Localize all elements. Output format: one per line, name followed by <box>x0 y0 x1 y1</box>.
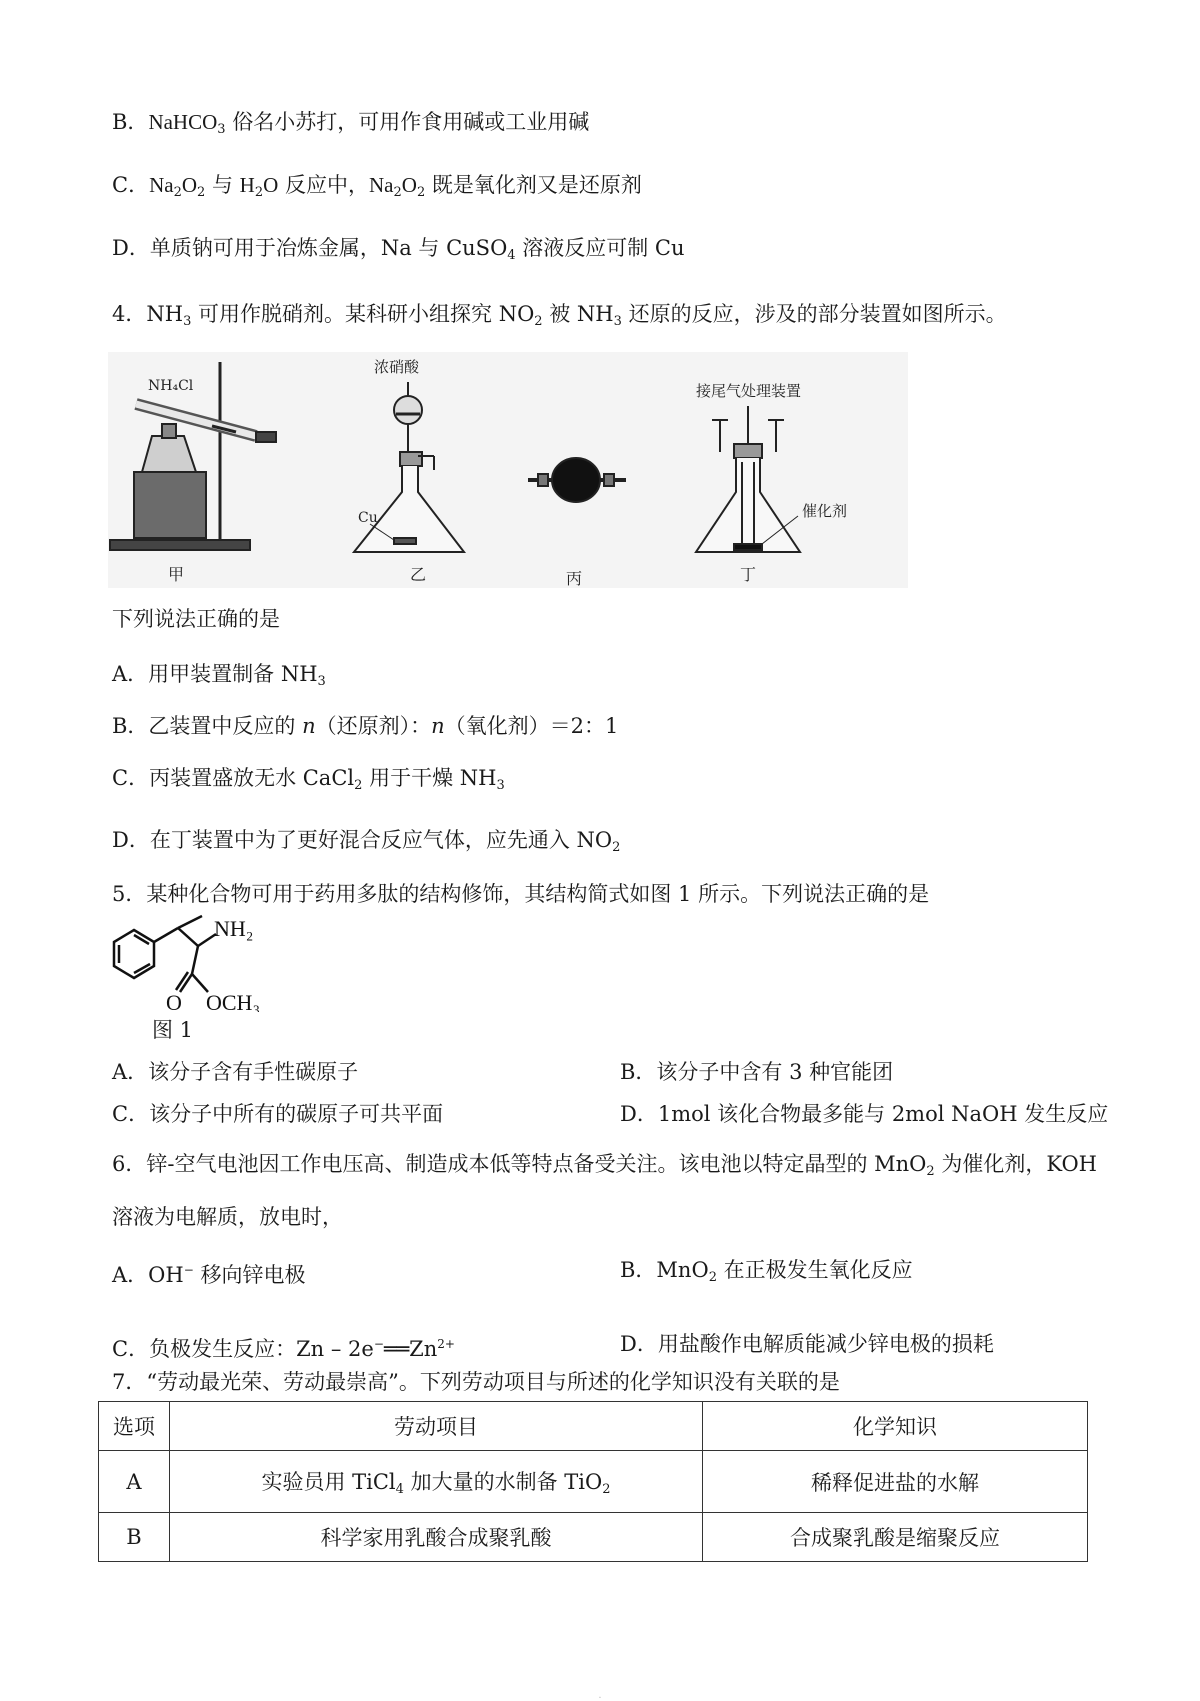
label-yi: 乙 <box>410 565 427 584</box>
figure-caption: 图 1 <box>152 1018 194 1042</box>
table-header-row <box>99 1402 1088 1451</box>
benzene-ring <box>114 930 154 978</box>
apparatus-figure <box>108 352 908 588</box>
label-cat: 催化剂 <box>802 502 848 520</box>
q3-option-b: B．NaHCO$_3$ 俗名小苏打，可用作食用碱或工业用碱 <box>112 110 590 137</box>
label-tail: 接尾气处理装置 <box>696 382 802 400</box>
header-labor-item: 劳动项目 <box>170 1402 703 1451</box>
och3-label: OCH₃ <box>206 990 261 1012</box>
q5-option-d: D．1mol 该化合物最多能与 2mol NaOH 发生反应 <box>620 1102 1109 1126</box>
label-jia: 甲 <box>168 565 185 584</box>
nh2-label: NH₂ <box>214 916 254 941</box>
carbonyl-o-label: O <box>166 990 182 1012</box>
row-b-knowledge: 合成聚乳酸是缩聚反应 <box>703 1513 1088 1562</box>
row-a-knowledge: 稀释促进盐的水解 <box>703 1451 1088 1513</box>
q3-option-d: D．单质钠可用于冶炼金属，Na 与 CuSO$_4$ 溶液反应可制 Cu <box>112 236 685 263</box>
q6-option-b: B．MnO$_2$ 在正极发生氧化反应 <box>620 1258 913 1285</box>
q6-option-d: D．用盐酸作电解质能减少锌电极的损耗 <box>620 1332 994 1356</box>
header-chem-knowledge: 化学知识 <box>703 1402 1088 1451</box>
q4-option-c: C．丙装置盛放无水 CaCl$_2$ 用于干燥 $NH_3$ <box>112 766 505 793</box>
apparatus-ding <box>696 406 800 552</box>
q6-stem-line1: 6．锌-空气电池因工作电压高、制造成本低等特点备受关注。该电池以特定晶型的 MnO$_2$ 为催化剂，KOH <box>112 1152 1097 1179</box>
row-a-item: 实验员用 TiCl$_4$ 加大量的水制备 TiO$_2$ <box>170 1451 703 1513</box>
q5-option-c: C．该分子中所有的碳原子可共平面 <box>112 1102 444 1126</box>
q6-option-a: A．OH− 移向锌电极 <box>112 1263 306 1287</box>
table-row <box>99 1451 1088 1513</box>
q7-stem: 7．“劳动最光荣、劳动最崇高”。下列劳动项目与所述的化学知识没有关联的是 <box>112 1370 840 1394</box>
label-nh4cl: NH₄Cl <box>148 378 194 394</box>
q4-stem: 4．$NH_3$ 可用作脱硝剂。某科研小组探究 $NO_2$ 被 $NH_3$ 还原的反应，涉及的部分装置如图所示。 <box>112 302 1007 329</box>
label-cu: Cu <box>358 510 378 526</box>
q4-option-b: B．乙装置中反应的 n（还原剂）：n（氧化剂）＝2：1 <box>112 714 619 738</box>
structure-figure <box>108 912 308 1012</box>
side-chain <box>154 916 216 992</box>
q6-stem-line2: 溶液为电解质，放电时， <box>112 1205 343 1229</box>
q7-table <box>98 1401 1088 1562</box>
q5-option-b: B．该分子中含有 3 种官能团 <box>620 1060 894 1084</box>
header-option: 选项 <box>99 1402 170 1451</box>
table-row <box>99 1513 1088 1562</box>
q3-option-c: C．$Na_2O_2$ 与 $H_2O$ 反应中，$Na_2O_2$ 既是氧化剂又是还原剂 <box>112 173 642 200</box>
row-a-option: A <box>99 1451 170 1513</box>
q6-option-c: C．负极发生反应：Zn – $2e^-══Zn^{2+}$ <box>112 1337 455 1361</box>
label-bing: 丙 <box>566 569 583 588</box>
label-ding: 丁 <box>740 565 757 584</box>
row-b-option: B <box>99 1513 170 1562</box>
q5-stem: 5．某种化合物可用于药用多肽的结构修饰，其结构简式如图 1 所示。下列说法正确的是 <box>112 882 930 906</box>
row-b-item: 科学家用乳酸合成聚乳酸 <box>170 1513 703 1562</box>
q4-ask: 下列说法正确的是 <box>112 607 280 631</box>
apparatus-bing <box>528 458 626 502</box>
label-hno3: 浓硝酸 <box>374 358 420 376</box>
q4-option-d: D．在丁装置中为了更好混合反应气体，应先通入 $NO_2$ <box>112 828 621 855</box>
q5-option-a: A．该分子含有手性碳原子 <box>112 1060 359 1084</box>
footer-mark: . <box>598 1690 602 1701</box>
apparatus-yi <box>354 382 464 552</box>
q4-option-a: A．用甲装置制备 $NH_3$ <box>112 662 326 689</box>
